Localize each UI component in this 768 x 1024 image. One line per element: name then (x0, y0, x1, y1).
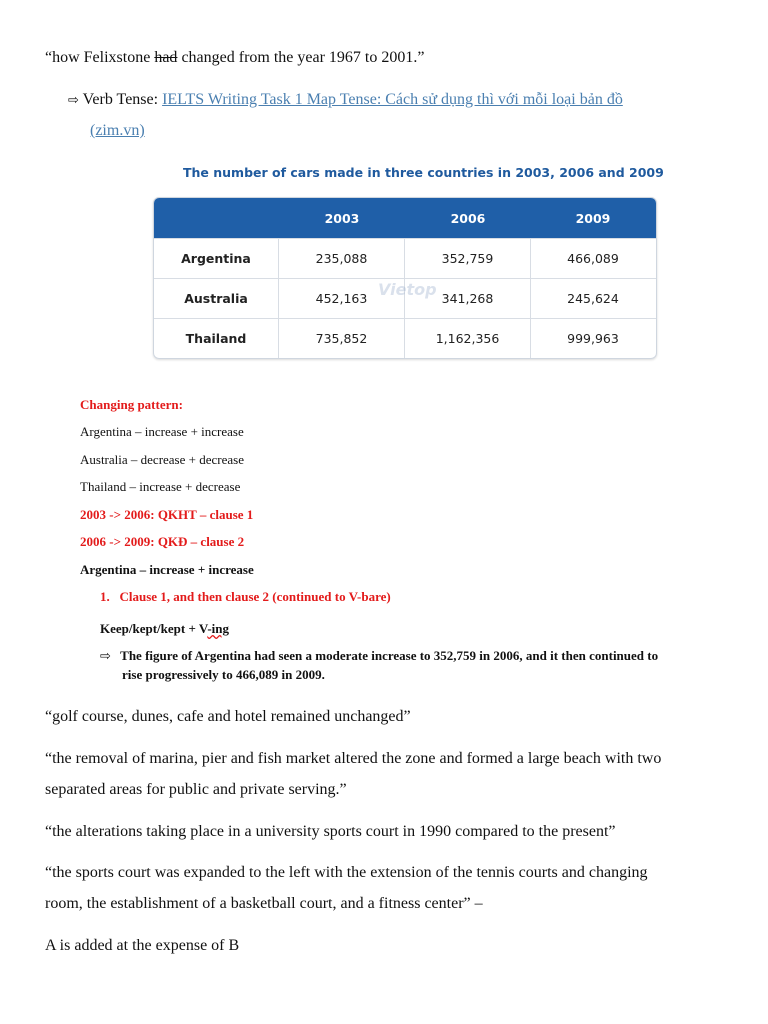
quote-removal-line2: separated areas for public and private serving.” (45, 781, 347, 798)
table-cell: 452,163 (279, 279, 405, 318)
clause-1-line: 2003 -> 2006: QKHT – clause 1 (80, 507, 254, 522)
table-cell: 245,624 (567, 291, 619, 306)
quote-text-start: “how Felixstone (45, 49, 155, 66)
keep-rule-suffix: -ing (207, 621, 229, 636)
verb-tense-item-line2 (90, 116, 145, 146)
watermark: Vietop (378, 280, 437, 299)
quote-alterations: “the alterations taking place in a university sports court in 1990 compared to the present” (45, 823, 616, 840)
quote-golf-course: “golf course, dunes, cafe and hotel remained unchanged” (45, 708, 411, 725)
zim-link-continuation[interactable]: (zim.vn) (90, 122, 145, 139)
table-cell: Argentina (154, 239, 279, 278)
table-cell: 999,963 (567, 331, 619, 346)
changing-pattern-heading: Changing pattern: (80, 397, 183, 412)
arrow-right-icon: ⇨ (100, 649, 111, 664)
table-title: The number of cars made in three countries in 2003, 2006 and 2009 (183, 165, 664, 180)
table-cell: 235,088 (279, 239, 405, 278)
pattern-line: Thailand – increase + decrease (80, 479, 241, 494)
table-header-cell: 2006 (450, 210, 486, 226)
cars-table (153, 197, 657, 359)
table-header-cell: 2009 (575, 210, 611, 226)
pattern-line: Argentina – increase + increase (80, 424, 244, 439)
verb-tense-item (68, 85, 728, 116)
struck-word: had (154, 49, 178, 66)
table-cell: 341,268 (405, 279, 531, 318)
table-cell: Australia (154, 279, 279, 318)
quote-sports-court-line2: room, the establishment of a basketball court, and a fitness center” – (45, 895, 483, 912)
arrow-right-icon: ⇨ (68, 93, 79, 108)
quote-sports-court-line1: “the sports court was expanded to the left with the extension of the tennis courts and changing (45, 864, 648, 881)
table-header-cell (154, 198, 279, 238)
quote-felixstone (45, 43, 424, 73)
keep-rule (100, 615, 229, 643)
example-text-1: The figure of Argentina had seen a moderate increase to 352,759 in 2006, and it then continued to (120, 648, 659, 663)
table-cell: 466,089 (567, 251, 619, 266)
table-header-row (154, 198, 656, 238)
table-row (154, 318, 656, 358)
argentina-pattern: Argentina – increase + increase (80, 562, 254, 577)
example-line-2: rise progressively to 466,089 in 2009. (122, 667, 325, 682)
pattern-line: Australia – decrease + decrease (80, 452, 244, 467)
table-cell: 1,162,356 (405, 319, 531, 358)
table-header-cell: 2003 (324, 210, 360, 226)
clause-2-line: 2006 -> 2009: QKĐ – clause 2 (80, 534, 245, 549)
table-cell: Thailand (154, 319, 279, 358)
zim-link-line1[interactable]: IELTS Writing Task 1 Map Tense: Cách sử dụng thì với mỗi loại bản đồ (162, 91, 623, 108)
quote-text-end: changed from the year 1967 to 2001.” (177, 49, 425, 66)
numbered-item-1: 1. Clause 1, and then clause 2 (continued to V-bare) (100, 589, 391, 604)
table-cell: 352,759 (405, 239, 531, 278)
keep-rule-prefix: Keep/kept/kept + V (100, 621, 208, 636)
zim-link[interactable] (162, 91, 623, 108)
verb-tense-label: Verb Tense: (82, 91, 163, 108)
table-row (154, 238, 656, 278)
quote-removal-line1: “the removal of marina, pier and fish market altered the zone and formed a large beach with two (45, 750, 662, 767)
expense-rule: A is added at the expense of B (45, 937, 240, 954)
table-cell: 735,852 (279, 319, 405, 358)
